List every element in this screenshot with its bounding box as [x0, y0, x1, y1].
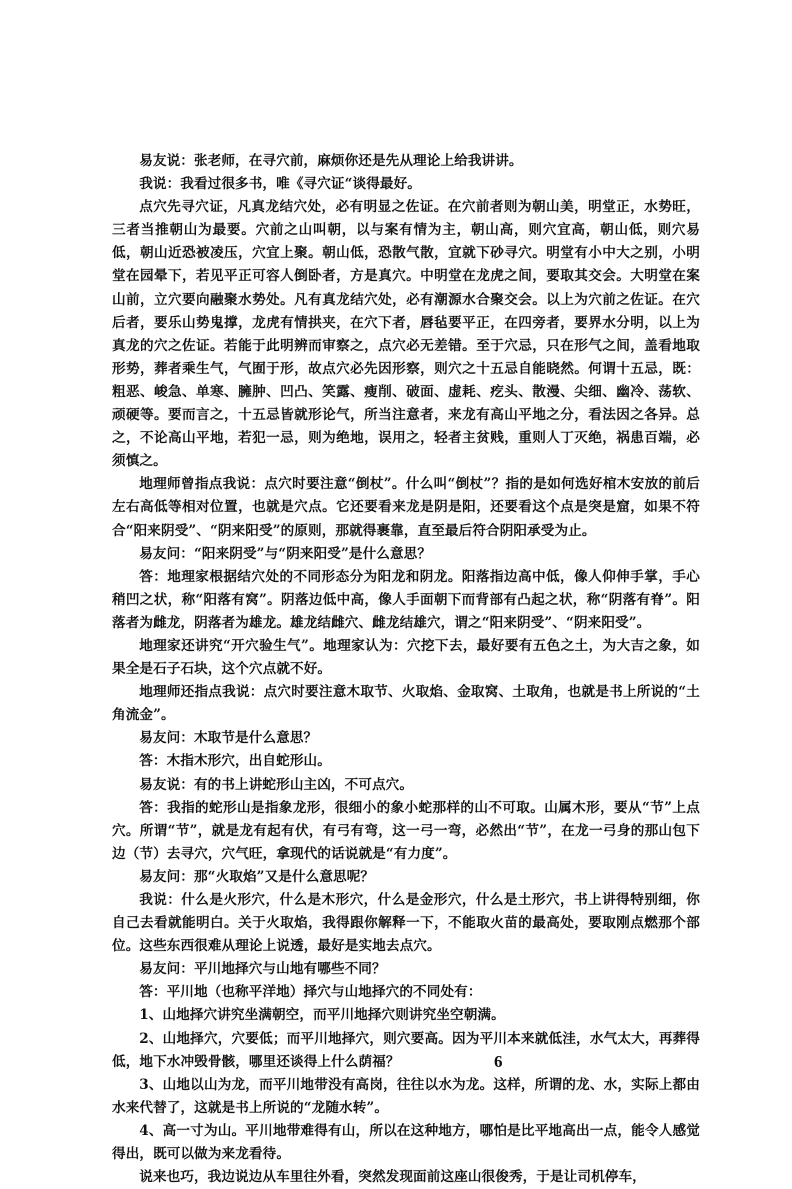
paragraph-2: 我说：我看过很多书，唯《寻穴证“谈得最好。 [139, 176, 421, 193]
paragraph-11: 易友说：有的书上讲蛇形山主凶，不可点穴。 [139, 776, 414, 793]
page-number: 6 [494, 1052, 503, 1071]
paragraph-5: 易友问：“阳来阴受”与“阴来阳受”是什么意思？ [139, 545, 432, 562]
paragraph-20: 4、高一寸为山。平川地带难得有山，所以在这种地方，哪怕是比平地高出一点，能令人感觉得出，既可以做为来龙看待。 [112, 1122, 700, 1163]
paragraph-9: 易友问：木取节是什么意思？ [139, 730, 318, 747]
paragraph-12: 答：我指的蛇形山是指象龙形，很细小的象小蛇那样的山不可取。山属木形，要从“节”上点穴。所谓“节”，就是龙有起有伏，有弓有弯，这一弓一弯，必然出“节”，在龙一弓身的那山包下边（节）去寻穴，穴气旺，拿现代的话说就是“有力度”。 [112, 799, 700, 862]
paragraph-16: 答：平川地（也称平洋地）择穴与山地择穴的不同处有： [139, 984, 482, 1001]
paragraph-13: 易友问：那“火取焰”又是什么意思呢？ [139, 868, 375, 885]
paragraph-3: 点穴先寻穴证，凡真龙结穴处，必有明显之佐证。在穴前者则为朝山美，明堂正，水势旺，三者当推朝山为最要。穴前之山叫朝，以与案有情为主，朝山高，则穴宜高，朝山低，则穴易低，朝山近恐被凌压，穴宜上聚。朝山低，恐散气散，宜就下砂寻穴。明堂有小中大之别，小明堂在园晕下，若见平正可容人倒卧者，方是真穴。中明堂在龙虎之间，要取其交会。大明堂在案山前，立穴要向融聚水势处。凡有真龙结穴处，必有潮源水合聚交会。以上为穴前之佐证。在穴后者，要乐山势鬼撑，龙虎有情拱夹，在穴下者，唇毡要平正，在四旁者，要界水分明，以上为真龙的穴之佐证。若能于此明辨而审察之，点穴必无差错。至于穴忌，只在形气之间，盖看地取形势，葬者乘生气，气囿于形，故点穴必先因形察，则穴之十五忌自能晓然。何谓十五忌，既：粗恶、峻急、单寒、臃肿、凹凸、笑露、瘦削、破面、虚耗、疙头、散漫、尖细、幽冷、荡软、顽硬等。要而言之，十五忌皆就形论气，所当注意者，来龙有高山平地之分，看法因之各异。总之，不论高山平地，若犯一忌，则为绝地，误用之，轻者主贫贱，重则人丁灭绝，祸患百端，必须慎之。 [112, 199, 700, 470]
paragraph-1: 易友说：张老师，在寻穴前，麻烦你还是先从理论上给我讲讲。 [139, 153, 523, 169]
paragraph-10: 答：木指木形穴，出自蛇形山。 [139, 753, 331, 770]
paragraph-17: 1、山地择穴讲究坐满朝空，而平川地择穴则讲究坐空朝满。 [139, 1007, 505, 1024]
paragraph-14: 我说：什么是火形穴，什么是木形穴，什么是金形穴，什么是土形穴，书上讲得特别细，你自己去看就能明白。关于火取焰，我得跟你解释一下，不能取火苗的最高处，要取刚点燃那个部位。这些东西很难从理论上说透，最好是实地去点穴。 [112, 892, 700, 955]
paragraph-7: 地理家还讲究“开穴验生气”。地理家认为：穴挖下去，最好要有五色之土，为大吉之象，如果全是石子石块，这个穴点就不好。 [112, 637, 700, 678]
paragraph-19: 3、山地以山为龙，而平川地带没有高岗，往往以水为龙。这样，所谓的龙、水，实际上都由水来代替了，这就是书上所说的“龙随水转”。 [112, 1076, 700, 1116]
paragraph-18: 2、山地择穴，穴要低；而平川地择穴，则穴要高。因为平川本来就低洼，水气太大，再葬得低，地下水冲毁骨骸，哪里还谈得上什么荫福？ [112, 1030, 700, 1070]
paragraph-6: 答：地理家根据结穴处的不同形态分为阳龙和阴龙。阳落指边高中低，像人仰伸手掌，手心稍凹之状，称“阳落有窝”。阴落边低中高，像人手面朝下而背部有凸起之状，称“阴落有脊”。阳落者为雌龙，阴落者为雄龙。雄龙结雌穴、雌龙结雄穴，谓之“阳来阴受”、“阴来阳受”。 [112, 568, 700, 631]
paragraph-8: 地理师还指点我说：点穴时要注意木取节、火取焰、金取窝、土取角，也就是书上所说的“土角流金”。 [112, 684, 700, 724]
paragraph-15: 易友问：平川地择穴与山地有哪些不同？ [139, 961, 386, 978]
paragraph-21: 说来也巧，我边说边从车里往外看，突然发现面前这座山很俊秀，于是让司机停车， [139, 1169, 646, 1186]
paragraph-4: 地理师曾指点我说：点穴时要注意“倒杖”。什么叫“倒杖”？指的是如何选好棺木安放的前后左右高低等相对位置，也就是穴点。它还要看来龙是阴是阳，还要看这个点是突是窟，如果不符合“阳来阴受”、“阴来阳受”的原则，那就得裹靠，直至最后符合阴阳承受为止。 [112, 476, 700, 539]
body-text [112, 150, 700, 1189]
